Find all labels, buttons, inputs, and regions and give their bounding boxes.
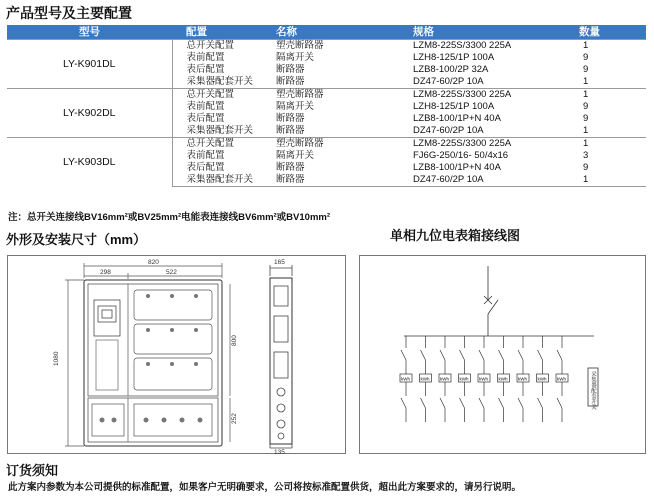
spec-cell: LZM8-225S/3300 225A [407,88,567,101]
meter-label: kWh [537,376,547,382]
order-text: 此方案内参数为本公司提供的标准配置，如果客户无明确要求，公司将按标准配置供货，超出此方案要求的，请另行说明。 [8,482,522,493]
qty-cell: 1 [583,75,589,87]
qty-cell: 1 [583,124,589,136]
model-cell: LY-K902DL [7,88,172,137]
collector-switch [588,368,598,411]
meter-label: kWh [557,376,566,382]
qty-cell: 1 [567,137,646,150]
spec-cell: LZH8-125/1P 100A [413,51,495,63]
wiring-title: 单相九位电表箱接线图 [390,228,521,243]
config-cell: 采集器配套开关 [186,124,254,136]
dim-total-height: 1080 [53,351,60,366]
branch-circuit [459,336,471,422]
branch-circuit [420,336,432,422]
spec-cell: DZ47-60/2P 10A [413,124,484,136]
config-cell: 采集器配套开关 [172,174,272,187]
header-name: 名称 [272,25,407,39]
config-cell: 采集器配套开关 [186,75,254,87]
branch-circuit [439,336,451,422]
qty-cell: 9 [583,112,589,124]
name-cell: 塑壳断路器 [272,88,407,101]
branch-circuit [556,336,568,422]
name-cell: 塑壳断路器 [272,39,407,52]
spec-cell: DZ47-60/2P 10A [413,75,484,87]
cable-note: 注：总开关连接线BV16mm²或BV25mm²电能表连接线BV6mm²或BV10mm² [8,212,331,223]
meter-label: kWh [459,376,469,382]
name-cell: 塑壳断路器 [272,137,407,150]
dimension-drawing-panel [7,255,346,454]
name-cell: 断路器 [276,161,305,173]
config-cell: 总开关配置 [172,137,272,150]
model-cell: LY-K903DL [7,137,172,186]
wiring-diagram [360,256,647,455]
spec-cell: DZ47-60/2P 10A [407,174,567,187]
branch-circuit [498,336,510,422]
config-table [7,25,646,187]
branch-circuit [537,336,549,422]
table-header-row [7,25,646,39]
qty-cell: 1 [567,39,646,52]
spec-cell: LZB8-100/2P 32A [413,63,489,75]
branch-circuit [517,336,529,422]
name-cell: 隔离开关 [276,149,315,161]
meter-label: kWh [498,376,508,382]
dim-bottom-height: 252 [231,413,238,424]
dimension-title: 外形及安装尺寸（mm） [6,232,147,247]
meter-label: kWh [479,376,488,382]
config-cell: 表前配置 [186,51,225,63]
spec-cell: LZH8-125/1P 100A [413,100,495,112]
meter-label: kWh [401,376,410,382]
section-title: 产品型号及主要配置 [6,5,132,21]
model-cell: LY-K901DL [7,39,172,88]
dim-depth: 165 [274,259,285,266]
name-cell: 断路器 [276,124,305,136]
table-row [7,137,646,150]
order-title: 订货须知 [6,463,59,478]
dim-right-width: 522 [166,269,177,276]
collector-switch-label: 采集器配套开关 [590,371,596,410]
header-spec: 规格 [407,25,567,39]
name-cell: 隔离开关 [276,100,315,112]
branch-circuit [400,336,412,422]
qty-cell: 9 [583,51,589,63]
qty-cell: 1 [567,88,646,101]
name-cell: 断路器 [276,63,305,75]
config-cell: 表后配置 [186,63,225,75]
dim-inner-height: 800 [231,335,238,346]
table-row [7,39,646,52]
dim-left-width: 298 [100,269,111,276]
header-qty: 数量 [567,25,646,39]
meter-label: kWh [420,376,430,382]
name-cell: 隔离开关 [276,51,315,63]
dim-total-width: 820 [148,259,159,266]
spec-cell: LZB8-100/1P+N 40A [413,112,501,124]
qty-cell: 3 [583,149,589,161]
spec-cell: FJ6G-250/16- 50/4x16 [413,149,509,161]
meter-label: kWh [440,376,449,382]
spec-cell: LZM8-225S/3300 225A [407,137,567,150]
dim-depth-bottom: 135 [274,449,285,455]
branch-circuit [478,336,490,422]
qty-cell: 1 [567,174,646,187]
header-model: 型号 [7,25,172,39]
spec-cell: LZB8-100/1P+N 40A [413,161,501,173]
table-row [7,88,646,101]
config-cell: 总开关配置 [172,88,272,101]
name-cell: 断路器 [276,75,305,87]
qty-cell: 9 [583,100,589,112]
branch-circuits [400,336,568,422]
main-switch [404,266,594,336]
spec-cell: LZM8-225S/3300 225A [407,39,567,52]
config-cell: 总开关配置 [172,39,272,52]
meter-label: kWh [518,376,527,382]
config-cell: 表后配置 [186,161,225,173]
config-cell: 表后配置 [186,112,225,124]
qty-cell: 9 [583,63,589,75]
config-cell: 表前配置 [186,149,225,161]
name-cell: 断路器 [276,112,305,124]
qty-cell: 9 [583,161,589,173]
name-cell: 断路器 [272,174,407,187]
config-cell: 表前配置 [186,100,225,112]
wiring-diagram-panel [359,255,646,454]
dimension-drawing [8,256,347,455]
header-config: 配置 [172,25,272,39]
